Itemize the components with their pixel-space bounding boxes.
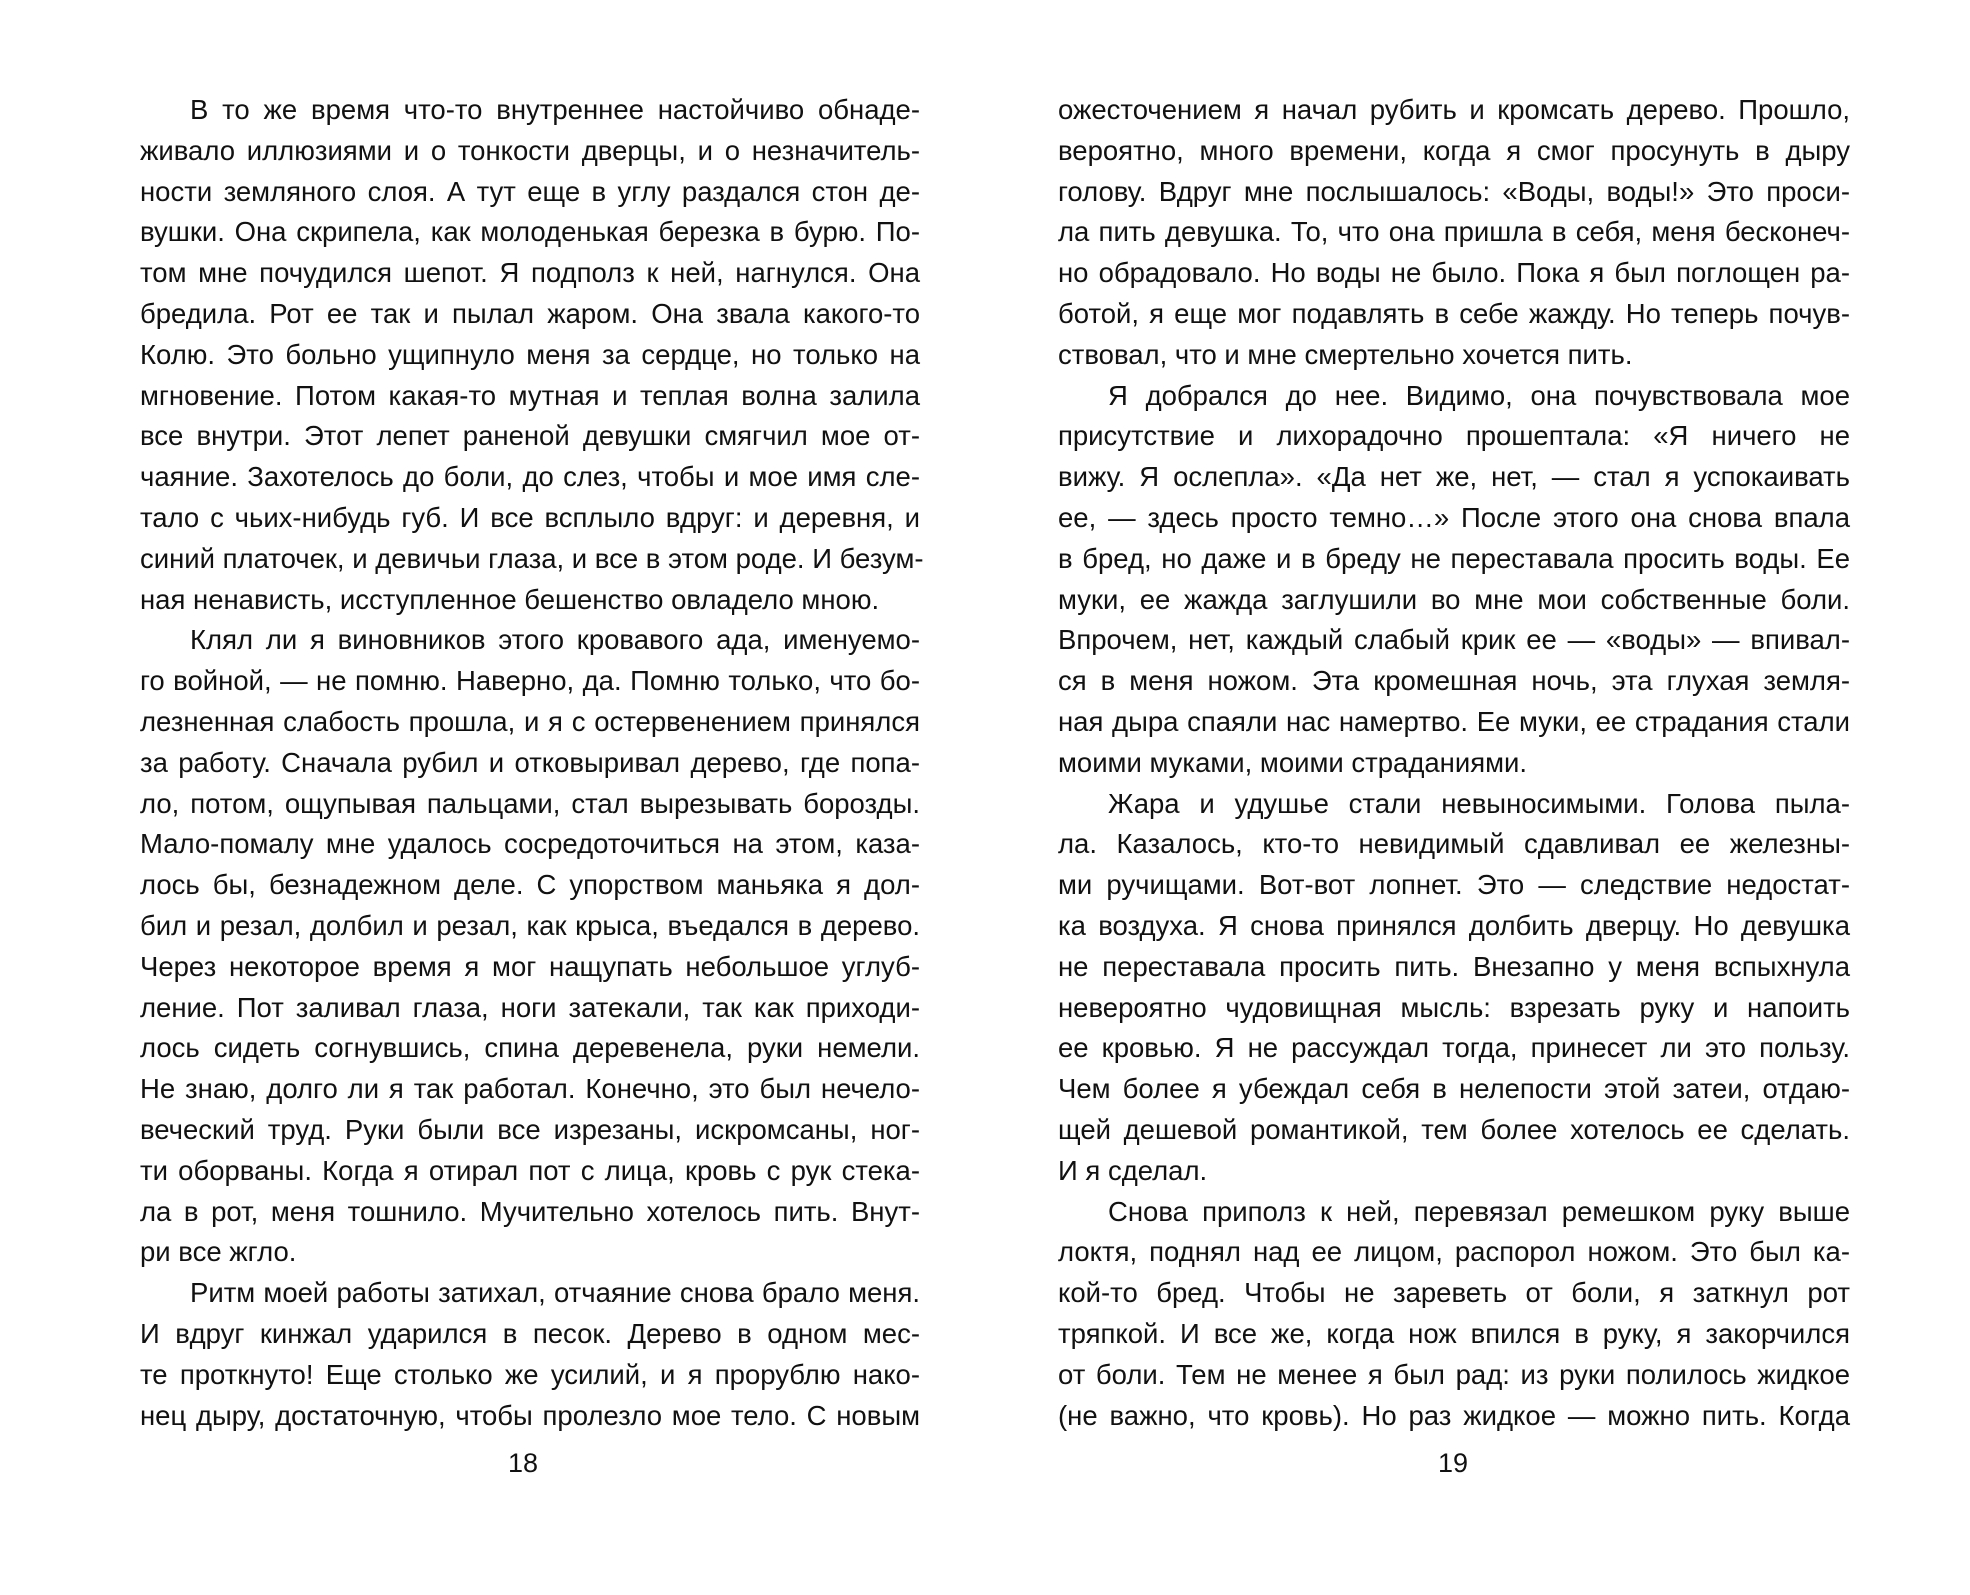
text-line: ти оборваны. Когда я отирал пот с лица, кровь с рук стека-	[140, 1154, 920, 1186]
text-line: локтя, поднял над ее лицом, распорол ножом. Это был ка-	[1058, 1236, 1850, 1268]
text-line: но обрадовало. Но воды не было. Пока я был поглощен ра-	[1058, 257, 1850, 289]
text-line: ная дыра спаяли нас намертво. Ее муки, ее страдания стали	[1058, 705, 1850, 737]
text-line: ная ненависть, исступленное бешенство овладело мною.	[140, 583, 880, 615]
text-line: В то же время что-то внутреннее настойчиво обнаде-	[190, 94, 920, 125]
text-line: вижу. Я ослепла». «Да нет же, нет, — стал я успокаивать	[1058, 461, 1850, 493]
text-line: не переставала просить пить. Внезапно у меня вспыхнула	[1058, 950, 1850, 982]
text-line: нец дыру, достаточную, чтобы пролезло мое тело. С новым	[140, 1399, 920, 1431]
text-line: ри все жгло.	[140, 1236, 297, 1268]
page-number-right: 19	[1437, 1448, 1469, 1478]
text-line: И я сделал.	[1058, 1154, 1208, 1186]
text-line: ся в меня ножом. Эта кромешная ночь, эта глухая земля-	[1058, 665, 1850, 697]
text-line: Я добрался до нее. Видимо, она почувствовала мое	[1108, 379, 1850, 411]
text-line: за работу. Сначала рубил и отковыривал дерево, где попа-	[140, 746, 920, 778]
text-line: Через некоторое время я мог нащупать небольшое углуб-	[140, 950, 920, 982]
text-line: все внутри. Этот лепет раненой девушки смягчил мое от-	[140, 420, 920, 452]
text-line: тало с чьих-нибудь губ. И все всплыло вдруг: и деревня, и	[140, 501, 920, 533]
text-line: лось бы, безнадежном деле. С упорством маньяка я дол-	[140, 869, 920, 901]
page-number-left: 18	[507, 1448, 539, 1478]
text-line: лось сидеть согнувшись, спина деревенела, руки немели.	[140, 1032, 920, 1064]
text-line: ее кровью. Я не рассуждал тогда, принесет ли это пользу.	[1058, 1032, 1850, 1064]
text-line: те проткнуто! Еще столько же усилий, и я прорублю нако-	[140, 1358, 920, 1390]
text-line: кой-то бред. Чтобы не зареветь от боли, я заткнул рот	[1058, 1277, 1850, 1309]
text-line: го войной, — не помню. Наверно, да. Помню только, что бо-	[140, 665, 920, 697]
text-line: моими муками, моими страданиями.	[1058, 746, 1528, 778]
text-line: ботой, я еще мог подавлять в себе жажду. Но теперь почув-	[1058, 297, 1850, 329]
text-line: невероятно чудовищная мысль: взрезать руку и напоить	[1058, 991, 1850, 1023]
text-line: щей дешевой романтикой, тем более хотелось ее сделать.	[1058, 1113, 1850, 1145]
text-line: ее, — здесь просто темно…» После этого она снова впала	[1058, 501, 1850, 533]
text-line: веческий труд. Руки были все изрезаны, искромсаны, ног-	[140, 1113, 920, 1145]
right-page	[1058, 90, 1850, 1436]
text-line: синий платочек, и девичьи глаза, и все в этом роде. И безум-	[140, 542, 924, 574]
text-line: бил и резал, долбил и резал, как крыса, въедался в дерево.	[140, 909, 920, 941]
text-line: ла. Казалось, кто-то невидимый сдавливал ее железны-	[1058, 828, 1850, 860]
text-line: тряпкой. И все же, когда нож впился в руку, я закорчился	[1058, 1317, 1850, 1349]
text-line: Жара и удушье стали невыносимыми. Голова пыла-	[1108, 787, 1850, 819]
text-line: лезненная слабость прошла, и я с остервенением принялся	[140, 705, 920, 737]
text-line: голову. Вдруг мне послышалось: «Воды, воды!» Это проси-	[1058, 175, 1850, 207]
text-line: бредила. Рот ее так и пылал жаром. Она звала какого-то	[140, 297, 920, 329]
text-line: ожесточением я начал рубить и кромсать дерево. Прошло,	[1058, 94, 1850, 125]
text-line: вушки. Она скрипела, как молоденькая березка в бурю. По-	[140, 216, 920, 248]
text-line: вероятно, много времени, когда я смог просунуть в дыру	[1058, 134, 1850, 166]
text-line: Не знаю, долго ли я так работал. Конечно, это был нечело-	[140, 1073, 920, 1105]
text-line: в бред, но даже и в бреду не переставала просить воды. Ее	[1058, 542, 1850, 574]
text-line: И вдруг кинжал ударился в песок. Дерево в одном мес-	[140, 1317, 920, 1349]
text-line: ствовал, что и мне смертельно хочется пить.	[1058, 338, 1633, 370]
text-line: Снова приполз к ней, перевязал ремешком руку выше	[1108, 1195, 1850, 1227]
text-line: присутствие и лихорадочно прошептала: «Я ничего не	[1058, 420, 1850, 452]
text-line: от боли. Тем не менее я был рад: из руки полилось жидкое	[1058, 1358, 1850, 1390]
text-line: ла в рот, меня тошнило. Мучительно хотелось пить. Внут-	[140, 1195, 920, 1227]
text-line: ности земляного слоя. А тут еще в углу раздался стон де-	[140, 175, 920, 207]
text-line: живало иллюзиями и о тонкости дверцы, и о незначитель-	[140, 134, 920, 166]
text-line: ми ручищами. Вот-вот лопнет. Это — следствие недостат-	[1058, 869, 1850, 901]
text-line: ление. Пот заливал глаза, ноги затекали, так как приходи-	[140, 991, 920, 1023]
text-line: Впрочем, нет, каждый слабый крик ее — «воды» — впивал-	[1058, 624, 1850, 656]
text-line: ла пить девушка. То, что она пришла в себя, меня бесконеч-	[1058, 216, 1850, 248]
text-line: Клял ли я виновников этого кровавого ада, именуемо-	[190, 624, 920, 656]
left-page	[140, 90, 924, 1436]
text-line: том мне почудился шепот. Я подполз к ней, нагнулся. Она	[140, 257, 920, 289]
text-line: ка воздуха. Я снова принялся долбить дверцу. Но девушка	[1058, 909, 1850, 941]
text-line: Колю. Это больно ущипнуло меня за сердце, но только на	[140, 338, 920, 370]
text-line: муки, ее жажда заглушили во мне мои собственные боли.	[1058, 583, 1850, 615]
text-line: чаяние. Захотелось до боли, до слез, чтобы и мое имя сле-	[140, 461, 920, 493]
text-line: Мало-помалу мне удалось сосредоточиться на этом, каза-	[140, 828, 920, 860]
text-line: мгновение. Потом какая-то мутная и теплая волна залила	[140, 379, 920, 411]
text-line: (не важно, что кровь). Но раз жидкое — можно пить. Когда	[1058, 1399, 1850, 1431]
text-line: Ритм моей работы затихал, отчаяние снова брало меня.	[190, 1277, 920, 1309]
text-line: Чем более я убеждал себя в нелепости этой затеи, отдаю-	[1058, 1073, 1850, 1105]
text-line: ло, потом, ощупывая пальцами, стал вырезывать борозды.	[140, 787, 920, 819]
